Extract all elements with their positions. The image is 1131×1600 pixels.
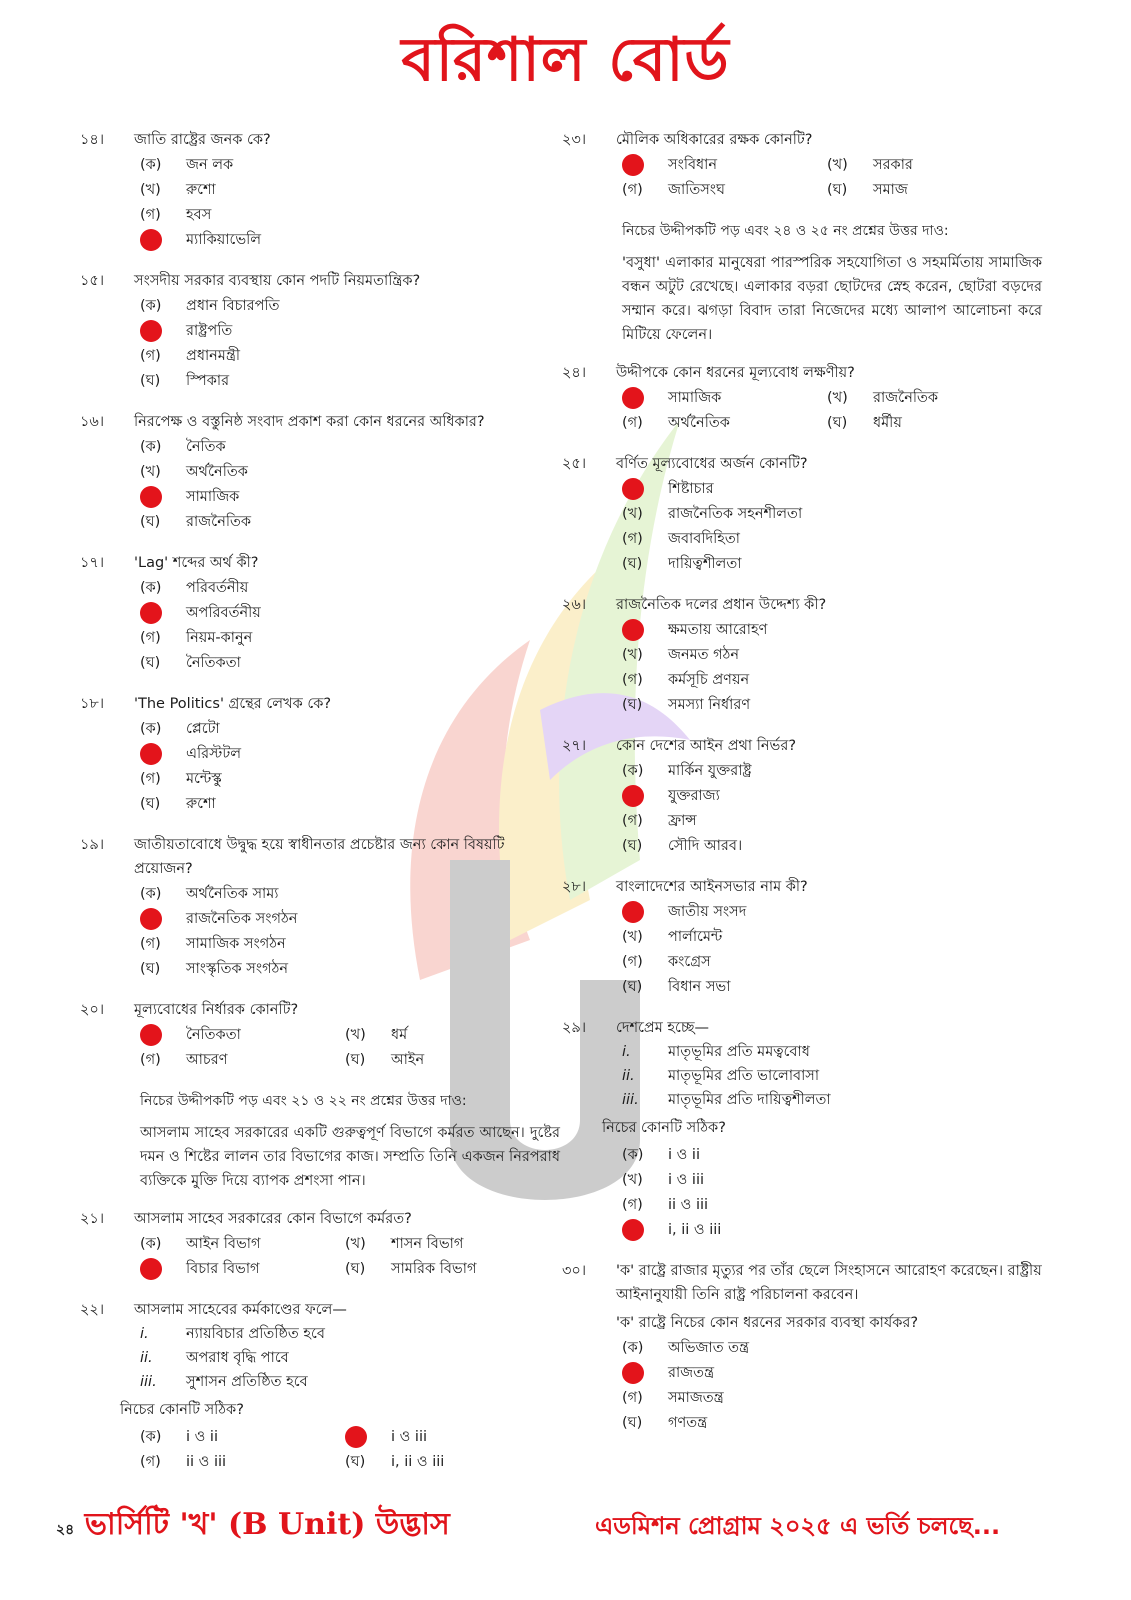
question-29: ২৯। দেশপ্রেম হচ্ছে— i. মাতৃভূমির প্রতি মমত্ববোধ ii. মাতৃভূমির প্রতি ভালোবাসা iii. মাতৃভূমির প্রতি দায়িত্বশীলতা নিচের কোনটি সঠিক? (ক) i ও ii (খ) i ও iii (গ) ii ও iii i, ii ও iii [562, 1016, 1042, 1242]
passage-24-25: 'বসুধা' এলাকার মানুষেরা পারস্পরিক সহযোগিতা ও সহমর্মিতায় সামাজিক বন্ধন অটুট রেখেছে। এলাকার বড়রা ছোটদের স্নেহ করেন, ছোটরা বড়দের সম্মান করে। ঝগড়া বিবাদ তারা নিজেদের মধ্যে আলাপ আলোচনা করে মিটিয়ে ফেলেন। [622, 255, 1042, 343]
option: (ঘ) নৈতিকতা [140, 654, 241, 671]
question-item: ১৭। 'Lag' শব্দের অর্থ কী? (ক) পরিবর্তনীয় অপরিবর্তনীয় (গ) নিয়ম-কানুন (ঘ) নৈতিকতা [80, 551, 560, 675]
option: রাজনৈতিক সংগঠন [140, 906, 560, 931]
question-item: ১৮। 'The Politics' গ্রন্থের লেখক কে? (ক) প্লেটো এরিস্টটল (গ) মন্টেস্কু (ঘ) রুশো [80, 692, 560, 816]
instruction-21-22: নিচের উদ্দীপকটি পড় এবং ২১ ও ২২ নং প্রশ্নের উত্তর দাও: [140, 1093, 467, 1109]
option: (ক) পরিবর্তনীয় [140, 579, 249, 596]
option: (খ) রুশো [140, 181, 216, 198]
instruction-24-25: নিচের উদ্দীপকটি পড় এবং ২৪ ও ২৫ নং প্রশ্নের উত্তর দাও: [622, 223, 949, 239]
answer-marker [622, 387, 644, 409]
answer-marker [622, 901, 644, 923]
option: (ঘ) গণতন্ত্র [622, 1414, 708, 1431]
option: (ক) প্রধান বিচারপতি [140, 297, 280, 314]
option: (ক) মার্কিন যুক্তরাষ্ট্র [622, 762, 752, 779]
question-item: ১৪। জাতি রাষ্ট্রের জনক কে? (ক) জন লক (খ) রুশো (গ) হবস ম্যাকিয়াভেলি [80, 128, 560, 252]
option: (খ) পার্লামেন্ট [622, 928, 723, 945]
option: (ক) নৈতিক [140, 438, 226, 455]
option: রাষ্ট্রপতি [140, 318, 560, 343]
option: (ঘ) সৌদি আরব। [622, 837, 743, 854]
question-item: ২৫। বর্ণিত মূল্যবোধের অর্জন কোনটি? শিষ্টাচার (খ) রাজনৈতিক সহনশীলতা (গ) জবাবদিহিতা (ঘ) দায়িত্বশীলতা [562, 452, 1042, 576]
answer-marker [622, 619, 644, 641]
option: যুক্তরাজ্য [622, 783, 1042, 808]
option: (গ) প্রধানমন্ত্রী [140, 347, 241, 364]
option: (ক) i ও ii [622, 1146, 700, 1163]
option: (ঘ) রাজনৈতিক [140, 513, 252, 530]
option: (ক) প্লেটো [140, 720, 220, 737]
answer-marker [622, 785, 644, 807]
question-23: ২৩। মৌলিক অধিকারের রক্ষক কোনটি? সংবিধান (খ) সরকার (গ) জাতিসংঘ (ঘ) সমাজ [562, 132, 913, 198]
answer-marker [140, 743, 162, 765]
answer-marker [622, 478, 644, 500]
question-item: ২৬। রাজনৈতিক দলের প্রধান উদ্দেশ্য কী? ক্ষমতায় আরোহণ (খ) জনমত গঠন (গ) কর্মসূচি প্রণয়ন (ঘ) সমস্যা নির্ধারণ [562, 593, 1042, 717]
question-item: ২৭। কোন দেশের আইন প্রথা নির্ভর? (ক) মার্কিন যুক্তরাষ্ট্র যুক্তরাজ্য (গ) ফ্রান্স (ঘ) সৌদি আরব। [562, 734, 1042, 858]
option: (গ) সমাজতন্ত্র [622, 1389, 724, 1406]
answer-marker [140, 486, 162, 508]
option: ক্ষমতায় আরোহণ [622, 617, 1042, 642]
answer-marker [140, 1024, 162, 1046]
answer-marker [140, 1258, 162, 1280]
answer-marker [140, 229, 162, 251]
option: (ঘ) বিধান সভা [622, 978, 731, 995]
option: (গ) ii ও iii [622, 1196, 709, 1213]
footer-brand: ২৪ ভার্সিটি 'খ' (B Unit) উদ্ভাস [56, 1500, 456, 1548]
option: i, ii ও iii [622, 1217, 1042, 1242]
option: ম্যাকিয়াভেলি [140, 227, 560, 252]
option: (গ) জবাবদিহিতা [622, 530, 740, 547]
left-column [80, 128, 560, 1491]
option: (গ) নিয়ম-কানুন [140, 629, 253, 646]
option: (ক) অর্থনৈতিক সাম্য [140, 885, 279, 902]
option: অপরিবর্তনীয় [140, 600, 560, 625]
option: (গ) ফ্রান্স [622, 812, 697, 829]
question-item: ১৬। নিরপেক্ষ ও বস্তুনিষ্ঠ সংবাদ প্রকাশ করা কোন ধরনের অধিকার? (ক) নৈতিক (খ) অর্থনৈতিক সামাজিক (ঘ) রাজনৈতিক [80, 410, 560, 534]
question-24: ২৪। উদ্দীপকে কোন ধরনের মূল্যবোধ লক্ষণীয়? সামাজিক (খ) রাজনৈতিক (গ) অর্থনৈতিক (ঘ) ধর্মীয় [562, 365, 939, 431]
passage-21-22: আসলাম সাহেব সরকারের একটি গুরুত্বপূর্ণ বিভাগে কর্মরত আছেন। দুষ্টের দমন ও শিষ্টের লালন তার বিভাগের কাজ। সম্প্রতি তিনি একজন নিরপরাধ ব্যক্তিকে মুক্তি দিয়ে ব্যাপক প্রশংসা পান। [140, 1125, 560, 1189]
answer-marker [622, 1362, 644, 1384]
option: শিষ্টাচার [622, 476, 1042, 501]
option: (ঘ) দায়িত্বশীলতা [622, 555, 742, 572]
question-item: ১৯। জাতীয়তাবোধে উদ্বুদ্ধ হয়ে স্বাধীনতার প্রচেষ্টার জন্য কোন বিষয়টি প্রয়োজন? (ক) অর্থনৈতিক সাম্য রাজনৈতিক সংগঠন (গ) সামাজিক সংগঠন (ঘ) সাংস্কৃতিক সংগঠন [80, 833, 560, 981]
answer-marker [140, 320, 162, 342]
question-21: ২১। আসলাম সাহেব সরকারের কোন বিভাগে কর্মরত? (ক) আইন বিভাগ (খ) শাসন বিভাগ বিচার বিভাগ (ঘ) সামরিক বিভাগ [80, 1207, 560, 1281]
option: (ক) অভিজাত তন্ত্র [622, 1339, 750, 1356]
answer-marker [345, 1426, 367, 1448]
answer-marker [140, 602, 162, 624]
option: (গ) কংগ্রেস [622, 953, 711, 970]
option: (গ) মন্টেস্কু [140, 770, 222, 787]
option: (গ) সামাজিক সংগঠন [140, 935, 286, 952]
option: (খ) রাজনৈতিক সহনশীলতা [622, 505, 803, 522]
option: সামাজিক [140, 484, 560, 509]
answer-marker [622, 154, 644, 176]
option: এরিস্টটল [140, 741, 560, 766]
right-column [562, 128, 1042, 1452]
option: জাতীয় সংসদ [622, 899, 1042, 924]
question-22: ২২। আসলাম সাহেবের কর্মকাণ্ডের ফলে— i. ন্যায়বিচার প্রতিষ্ঠিত হবে ii. অপরাধ বৃদ্ধি পাবে iii. সুশাসন প্রতিষ্ঠিত হবে নিচের কোনটি সঠিক? (ক) i ও ii i ও iii (গ) ii ও iii (ঘ) i, ii ও iii [80, 1302, 445, 1470]
question-30: ৩০। 'ক' রাষ্ট্রে রাজার মৃত্যুর পর তাঁর ছেলে সিংহাসনে আরোহণ করেছেন। রাষ্ট্রীয় আইনানুযায়ী তিনি রাষ্ট্র পরিচালনা করবেন। 'ক' রাষ্ট্রে নিচের কোন ধরনের সরকার ব্যবস্থা কার্যকর? (ক) অভিজাত তন্ত্র রাজতন্ত্র (গ) সমাজতন্ত্র (ঘ) গণতন্ত্র [562, 1259, 1042, 1435]
option: (ঘ) স্পিকার [140, 372, 230, 389]
option: (ঘ) সাংস্কৃতিক সংগঠন [140, 960, 288, 977]
page-title: বরিশাল বোর্ড [401, 25, 730, 95]
question-item: ১৫। সংসদীয় সরকার ব্যবস্থায় কোন পদটি নিয়মতান্ত্রিক? (ক) প্রধান বিচারপতি রাষ্ট্রপতি (গ) প্রধানমন্ত্রী (ঘ) স্পিকার [80, 269, 560, 393]
option: (ঘ) সমস্যা নির্ধারণ [622, 696, 751, 713]
answer-marker [140, 908, 162, 930]
option: রাজতন্ত্র [622, 1360, 1042, 1385]
question-item: ২৮। বাংলাদেশের আইনসভার নাম কী? জাতীয় সংসদ (খ) পার্লামেন্ট (গ) কংগ্রেস (ঘ) বিধান সভা [562, 875, 1042, 999]
answer-marker [622, 1219, 644, 1241]
option: (গ) কর্মসূচি প্রণয়ন [622, 671, 750, 688]
option: (খ) i ও iii [622, 1171, 705, 1188]
question-20: ২০। মূল্যবোধের নির্ধারক কোনটি? নৈতিকতা (খ) ধর্ম (গ) আচরণ (ঘ) আইন [80, 1002, 425, 1068]
option: (ঘ) রুশো [140, 795, 216, 812]
footer-admission-banner: এডমিশন প্রোগ্রাম ২০২৫ এ ভর্তি চলছে... [595, 1512, 1001, 1540]
option: (ক) জন লক [140, 156, 234, 173]
option: (খ) অর্থনৈতিক [140, 463, 248, 480]
option: (গ) হবস [140, 206, 212, 223]
option: (খ) জনমত গঠন [622, 646, 740, 663]
